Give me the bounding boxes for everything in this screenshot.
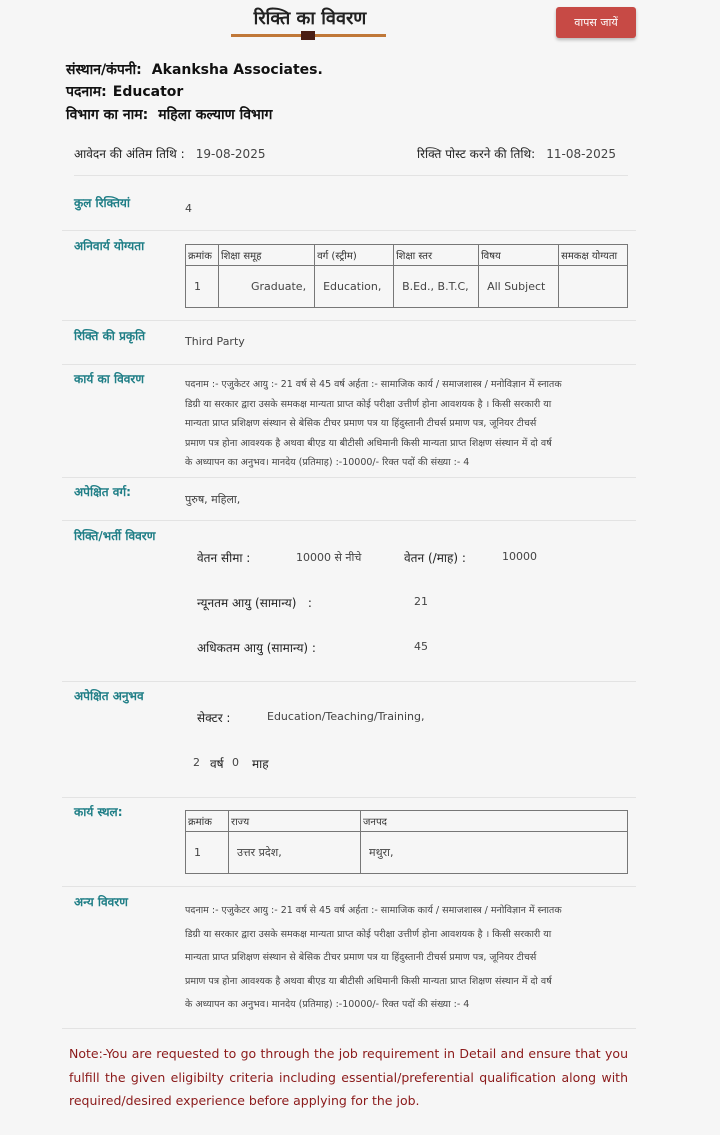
experience-months: 0 [232, 756, 239, 769]
table-header-row [186, 811, 628, 832]
max-age-label: अधिकतम आयु (सामान्य) : [197, 641, 316, 655]
table-cell: उत्तर प्रदेश, [229, 832, 361, 874]
total-vacancies-label: कुल रिक्तियां [74, 196, 130, 210]
description-line: के अध्यापन का अनुभव। मानदेय (प्रतिमाह) :-10000/- रिक्त पदों की संख्या :- 4 [185, 457, 470, 468]
table-cell: Graduate, [219, 266, 315, 308]
qualification-label: अनिवार्य योग्यता [74, 239, 145, 253]
min-age-label: न्यूनतम आयु (सामान्य) : [197, 596, 312, 610]
description-line: के अध्यापन का अनुभव। मानदेय (प्रतिमाह) :-10000/- रिक्त पदों की संख्या :- 4 [185, 999, 470, 1010]
workplace-label: कार्य स्थल: [74, 805, 123, 819]
vacancy-nature-label: रिक्ति की प्रकृति [74, 329, 146, 343]
experience-years: 2 [193, 756, 200, 769]
table-cell: All Subject [479, 266, 559, 308]
other-details-label: अन्य विवरण [74, 895, 128, 909]
description-line: डिग्री या सरकार द्वारा उसके समकक्ष मान्यता प्राप्त कोई परीक्षा उत्तीर्ण होना आवशयक है । किसी सरकारी या [185, 928, 552, 940]
company-value: Akanksha Associates. [151, 62, 323, 78]
table-header-row [186, 245, 628, 266]
post-date-value: 11-08-2025 [546, 147, 617, 161]
description-line: मान्यता प्राप्त प्रशिक्षण संस्थान से बेसिक टीचर प्रमाण पत्र या हिंदुस्तानी टीचर्स प्रमाण पत्र, जूनियर टीचर्स [185, 952, 537, 963]
table-cell: Education, [315, 266, 394, 308]
table-cell: B.Ed., B.T.C, [394, 266, 479, 308]
column-header: क्रमांक [186, 811, 229, 832]
back-button[interactable]: वापस जायें [556, 7, 636, 38]
post-label: पदनाम: [66, 84, 107, 100]
table-row [186, 266, 628, 308]
department-value: महिला कल्याण विभाग [158, 107, 273, 123]
experience-label: अपेक्षित अनुभव [74, 689, 144, 703]
table-cell: 1 [186, 832, 229, 874]
divider [62, 520, 636, 521]
department-label: विभाग का नाम: [66, 107, 149, 123]
last-date [74, 143, 265, 162]
column-header: राज्य [229, 811, 361, 832]
salary-label: वेतन (/माह) : [404, 551, 466, 565]
disclaimer-note: Note:-You are requested to go through the job requirement in Detail and ensure that you fulfill the given eligibilty criteria including essential/preferential qualification along with required/desired experience before applying for the job. [69, 1046, 628, 1108]
salary-range-label: वेतन सीमा : [197, 551, 251, 565]
workplace-table [185, 810, 628, 874]
job-description-text [185, 375, 629, 473]
column-header: जनपद [361, 811, 628, 832]
expected-category-label: अपेक्षित वर्ग: [74, 485, 131, 499]
company-row [66, 60, 323, 79]
experience-years-label: वर्ष [210, 757, 224, 771]
column-header: शिक्षा समूह [219, 245, 315, 266]
divider [62, 230, 636, 231]
table-row [186, 832, 628, 874]
divider [74, 175, 628, 176]
sector-value: Education/Teaching/Training, [267, 710, 425, 723]
page-title: रिक्ति का विवरण [253, 8, 367, 29]
divider [62, 477, 636, 478]
description-line: डिग्री या सरकार द्वारा उसके समकक्ष मान्यता प्राप्त कोई परीक्षा उत्तीर्ण होना आवशयक है । किसी सरकारी या [185, 398, 552, 410]
company-label: संस्थान/कंपनी: [66, 62, 142, 78]
recruitment-label: रिक्ति/भर्ती विवरण [74, 529, 156, 543]
salary-value: 10000 [502, 550, 537, 563]
description-line: प्रमाण पत्र होना आवश्यक है अथवा बीएड या बीटीसी अधिमानी किसी मान्यता प्राप्त शिक्षण संस्थान में दो वर्ष [185, 437, 552, 449]
divider [62, 1028, 636, 1029]
total-vacancies-value: 4 [185, 202, 192, 215]
expected-category-value: पुरुष, महिला, [185, 493, 241, 506]
description-line: पदनाम :- एजुकेटर आयु :- 21 वर्ष से 45 वर्ष अर्हता :- सामाजिक कार्य / समाजशास्त्र / मनोविज्ञान में स्नातक [185, 905, 562, 916]
divider [62, 364, 636, 365]
min-age-value: 21 [414, 595, 428, 608]
description-line: प्रमाण पत्र होना आवश्यक है अथवा बीएड या बीटीसी अधिमानी किसी मान्यता प्राप्त शिक्षण संस्थान में दो वर्ष [185, 975, 552, 987]
divider [62, 320, 636, 321]
divider [62, 681, 636, 682]
post-date [417, 143, 616, 162]
job-description-label: कार्य का विवरण [74, 372, 144, 386]
post-row [66, 82, 183, 101]
table-cell [559, 266, 628, 308]
qualification-table [185, 244, 628, 308]
other-details-text [185, 899, 629, 1017]
salary-range-value: 10000 से नीचे [296, 551, 362, 564]
sector-label: सेक्टर : [197, 711, 231, 725]
vacancy-nature-value: Third Party [185, 335, 245, 348]
underline-ornament [301, 31, 315, 40]
description-line: पदनाम :- एजुकेटर आयु :- 21 वर्ष से 45 वर्ष अर्हता :- सामाजिक कार्य / समाजशास्त्र / मनोविज्ञान में स्नातक [185, 379, 562, 390]
last-date-value: 19-08-2025 [195, 147, 266, 161]
post-date-label: रिक्ति पोस्ट करने की तिथि: [417, 147, 536, 161]
divider [62, 797, 636, 798]
table-cell: मथुरा, [361, 832, 628, 874]
divider [62, 886, 636, 887]
max-age-value: 45 [414, 640, 428, 653]
column-header: समकक्ष योग्यता [559, 245, 628, 266]
department-row [66, 105, 272, 124]
table-cell: 1 [186, 266, 219, 308]
post-value: Educator [112, 84, 184, 100]
column-header: क्रमांक [186, 245, 219, 266]
title-underline [231, 34, 386, 37]
last-date-label: आवेदन की अंतिम तिथि : [74, 147, 185, 161]
column-header: विषय [479, 245, 559, 266]
description-line: मान्यता प्राप्त प्रशिक्षण संस्थान से बेसिक टीचर प्रमाण पत्र या हिंदुस्तानी टीचर्स प्रमाण पत्र, जूनियर टीचर्स [185, 418, 537, 429]
column-header: शिक्षा स्तर [394, 245, 479, 266]
column-header: वर्ग (स्ट्रीम) [315, 245, 394, 266]
experience-months-label: माह [252, 757, 269, 771]
